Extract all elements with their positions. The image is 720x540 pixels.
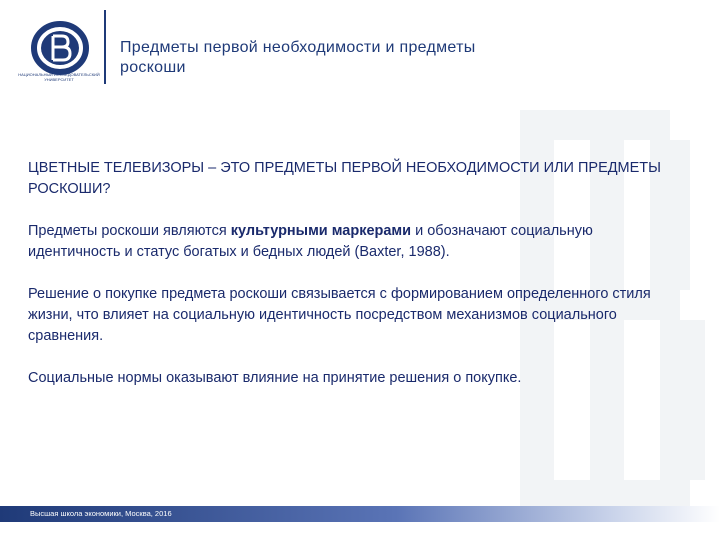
paragraph-social-norms: Социальные нормы оказывают влияние на принятие решения о покупке. [28,370,522,386]
header-divider [104,10,106,84]
slide-heading: ЦВЕТНЫЕ ТЕЛЕВИЗОРЫ – ЭТО ПРЕДМЕТЫ ПЕРВОЙ НЕОБХОДИМОСТИ ИЛИ ПРЕДМЕТЫ РОСКОШИ? [28,160,662,197]
page-title: Предметы первой необходимости и предметы роскоши [120,39,476,76]
footer-caption: Высшая школа экономики, Москва, 2016 [30,509,172,518]
hse-logo-icon [14,14,106,94]
paragraph-cultural-markers [28,221,668,263]
paragraph-cultural-markers-tail: и обозначают социальную идентичность и статус богатых и бедных людей (Baxter, 1988). [28,223,593,260]
slide-header [0,0,720,108]
cultural-markers-emphasis: культурными маркерами [230,223,412,239]
logo-caption: НАЦИОНАЛЬНЫЙ ИССЛЕДОВАТЕЛЬСКИЙ УНИВЕРСИТЕТ [18,72,100,82]
slide-body [28,158,668,410]
paragraph-lifestyle: Решение о покупке предмета роскоши связывается с формированием определенного стиля жизни, что влияет на социальную идентичность посредством механизмов социального сравнения. [28,286,651,344]
paragraph-cultural-markers-lead: Предметы роскоши являются [28,223,231,239]
